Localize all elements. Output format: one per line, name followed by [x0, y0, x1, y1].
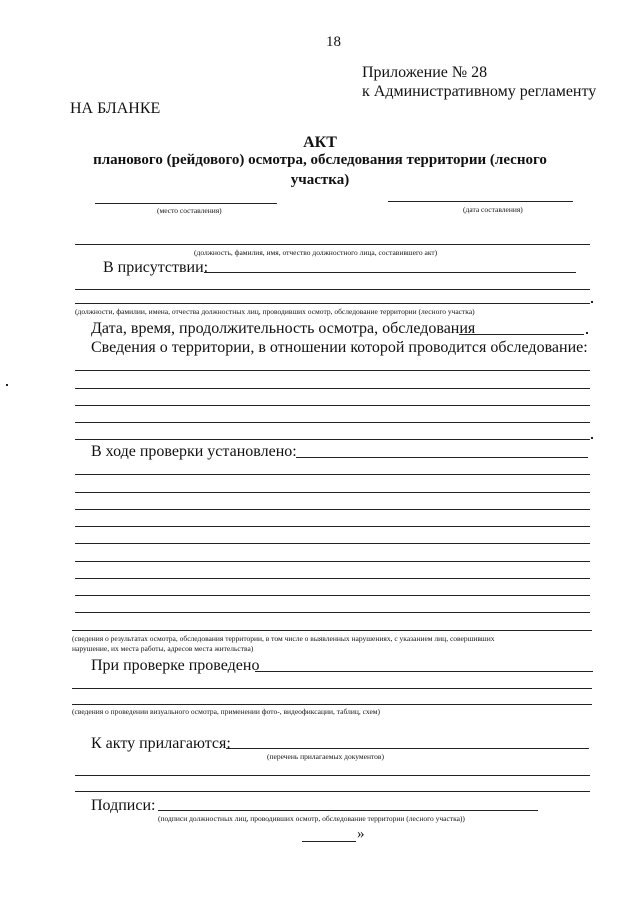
datetime-label: Дата, время, продолжительность осмотра, обследования [91, 320, 476, 337]
presence-line-3[interactable] [75, 303, 590, 304]
presence-line-2[interactable] [75, 289, 590, 290]
established-line-2[interactable] [75, 492, 590, 493]
act-subtitle-line2: участка) [290, 172, 350, 188]
territory-line-4[interactable] [75, 422, 590, 423]
place-hint: (место составления) [157, 206, 222, 215]
results-hint-line1: (сведения о результатах осмотра, обследования территории, в том числе о выявленных нарушениях, с указанием лиц, совершивших [72, 634, 495, 643]
datetime-end-dot [586, 332, 588, 334]
established-label: В ходе проверки установлено: [91, 443, 297, 460]
established-line-9[interactable] [75, 612, 590, 613]
established-line-5[interactable] [75, 543, 590, 544]
official-line[interactable] [75, 244, 590, 245]
established-line-1[interactable] [75, 474, 590, 475]
established-line-3[interactable] [75, 509, 590, 510]
territory-line-2[interactable] [75, 388, 590, 389]
date-line[interactable] [388, 201, 573, 202]
signatures-line[interactable] [158, 810, 538, 811]
place-line[interactable] [95, 203, 277, 204]
territory-line-5[interactable] [75, 439, 590, 440]
officials-group-hint: (должности, фамилии, имена, отчества должностных лиц, проводивших осмотр, обследование территории (лесного участка) [75, 307, 475, 316]
established-line-4[interactable] [75, 526, 590, 527]
inspection-hint: (сведения о проведении визуального осмотра, применении фото-, видеофиксации, таблиц, схем) [72, 707, 381, 716]
attached-line[interactable] [226, 748, 589, 749]
established-line-8[interactable] [75, 595, 590, 596]
date-hint: (дата составления) [463, 205, 523, 214]
margin-speck [6, 384, 8, 386]
territory-line-3[interactable] [75, 405, 590, 406]
official-hint: (должность, фамилия, имя, отчество должностного лица, составившего акт) [194, 248, 438, 257]
established-line-7[interactable] [75, 578, 590, 579]
conducted-line-3[interactable] [72, 704, 592, 705]
conducted-line-2[interactable] [72, 688, 592, 689]
established-line-10[interactable] [72, 630, 592, 631]
established-line-6[interactable] [75, 561, 590, 562]
signatures-label: Подписи: [91, 797, 156, 814]
act-title: АКТ [303, 134, 337, 151]
blank-note: НА БЛАНКЕ [70, 100, 161, 117]
closing-quote: » [357, 826, 365, 842]
conducted-line[interactable] [255, 671, 593, 672]
appendix-number: Приложение № 28 [362, 64, 488, 81]
documents-hint: (перечень прилагаемых документов) [267, 752, 384, 761]
results-hint-line2: нарушение, их места работы, адресов места жительства) [72, 644, 254, 653]
attached-line-3[interactable] [75, 791, 590, 792]
established-line[interactable] [296, 457, 588, 458]
appendix-regulation: к Административному регламенту [362, 83, 597, 100]
signatures-hint: (подписи должностных лиц, проводивших осмотр, обследование территории (лесного участка)) [158, 814, 465, 823]
attached-line-2[interactable] [75, 775, 590, 776]
attached-label: К акту прилагаются: [91, 735, 231, 752]
presence-end-dot [591, 301, 593, 303]
page-number: 18 [326, 34, 341, 50]
conducted-label: При проверке проведено [91, 657, 260, 674]
closing-date-line[interactable] [302, 841, 356, 842]
territory-end-dot [591, 437, 593, 439]
territory-label: Сведения о территории, в отношении которой проводится обследование: [91, 339, 588, 356]
presence-label: В присутствии: [103, 259, 209, 276]
act-subtitle-line1: планового (рейдового) осмотра, обследования территории (лесного [93, 152, 547, 168]
datetime-line[interactable] [459, 334, 584, 335]
territory-line-1[interactable] [75, 370, 590, 371]
presence-line[interactable] [204, 272, 576, 273]
